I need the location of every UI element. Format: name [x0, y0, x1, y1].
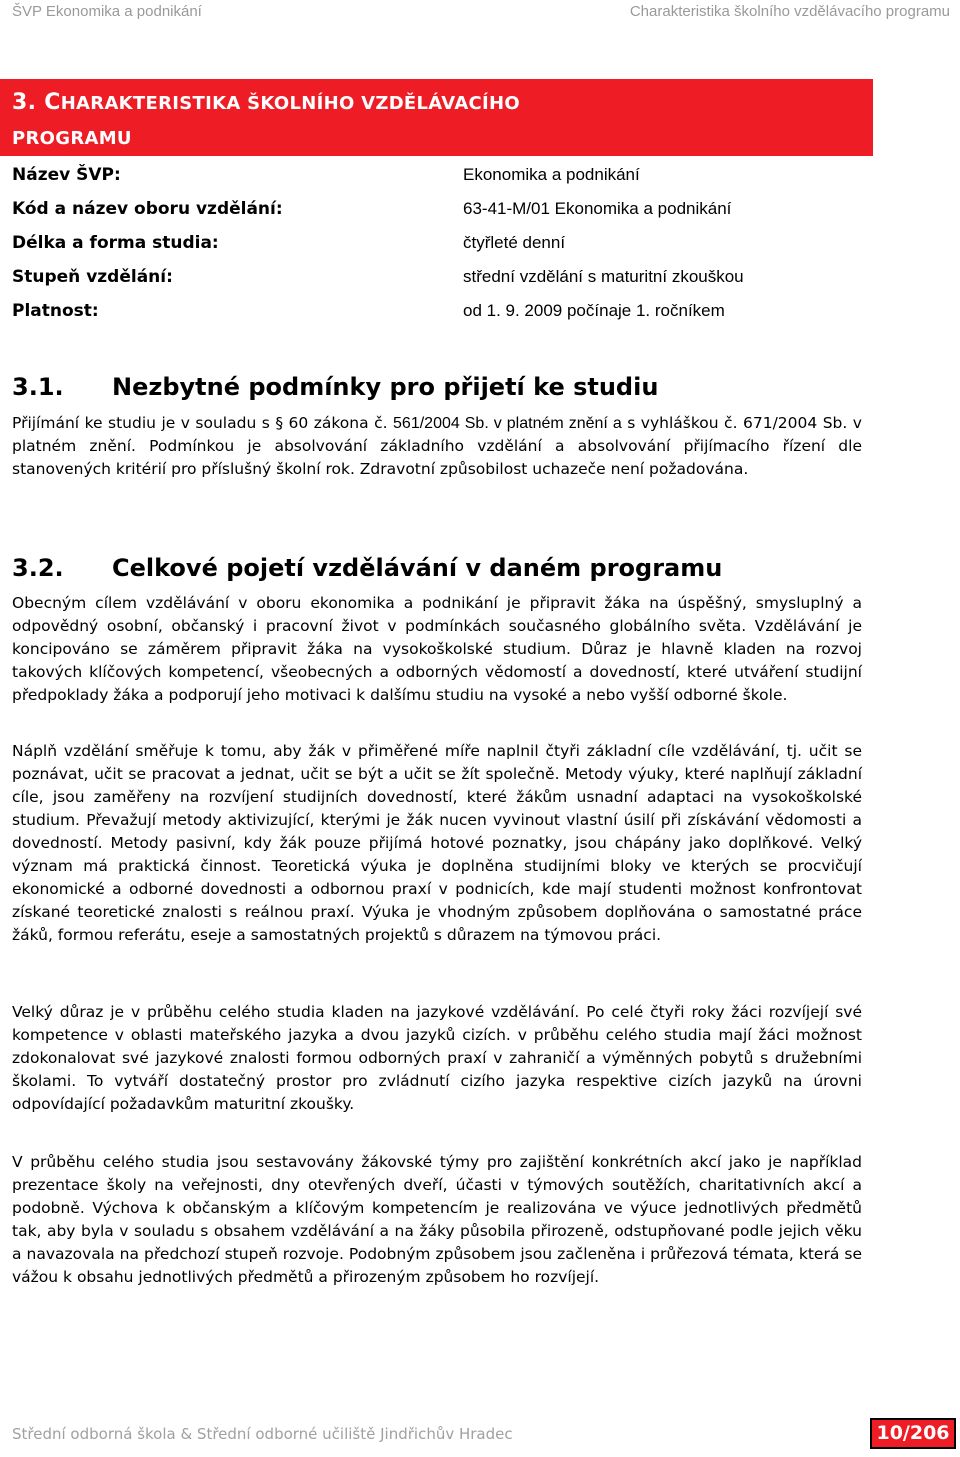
- body-paragraph: Velký důraz je v průběhu celého studia kladen na jazykové vzdělávání. Po celé čtyři roky žáci rozvíjejí své kompetence v oblasti mateřského jazyka a dvou jazyků cizích. v průběhu celého studia mají žáci možnost zdokonalovat své jazykové znalosti formou odborných praxí v zahraničí a výměnných pobytů s družebními školami. To vytváří dostatečný prostor pro zvládnutí cizího jazyka respektive cizích jazyků na úrovni odpovídající požadavkům maturitní zkoušky.: [12, 1003, 862, 1113]
- info-value: čtyřleté denní: [463, 233, 566, 252]
- section-number: 3.2.: [12, 554, 64, 582]
- info-value: 63-41-M/01 Ekonomika a podnikání: [463, 199, 732, 218]
- chapter-title-line2: PROGRAMU: [12, 128, 132, 149]
- info-row: [12, 232, 872, 266]
- program-info-table: [12, 164, 872, 334]
- info-label: Název ŠVP:: [12, 165, 121, 185]
- page-number-badge: 10/206: [870, 1418, 956, 1449]
- text-run: Podmínkou je absolvování základního vzdělání a absolvování přijímacího řízení dle stanovených kritérií pro příslušný školní rok. Zdravotní způsobilost uchazeče není požadována.: [12, 437, 862, 478]
- body-paragraph: Obecným cílem vzdělávání v oboru ekonomika a podnikání je připravit žáka na úspěšný, smysluplný a odpovědný osobní, občanský i pracovní život v podmínkách současného globálního světa. Vzdělávání je koncipováno se záměrem připravit žáka na vysokoškolské studium. Důraz je hlavně kladen na rozvoj takových klíčových kompetencí, všeobecných a odborných vědomostí a dovedností, které utváření studijní předpoklady žáka a podporují jeho motivaci k dalšímu studiu na vysoké a nebo vyšší odborné škole.: [12, 594, 862, 704]
- info-row: [12, 300, 872, 334]
- info-label: Kód a název oboru vzdělání:: [12, 199, 283, 219]
- chapter-title: [12, 86, 862, 156]
- section-sign: §: [275, 414, 284, 432]
- text-run: 60 zákona č.: [288, 414, 388, 432]
- header-chapter-title: Charakteristika školního vzdělávacího programu: [629, 3, 950, 20]
- info-row: [12, 198, 872, 232]
- info-value: Ekonomika a podnikání: [463, 165, 640, 184]
- section-heading-3-2: [12, 553, 912, 583]
- section-title: Nezbytné podmínky pro přijetí ke studiu: [112, 373, 659, 401]
- info-row: [12, 266, 872, 300]
- info-label: Stupeň vzdělání:: [12, 267, 173, 287]
- text-run: 561/2004 Sb. v platném znění a: [393, 415, 622, 432]
- admission-paragraph: [12, 412, 862, 481]
- info-label: Délka a forma studia:: [12, 233, 219, 253]
- info-value: od 1. 9. 2009 počínaje 1. ročníkem: [463, 301, 725, 320]
- section-number: 3.1.: [12, 373, 64, 401]
- body-paragraph: Náplň vzdělání směřuje k tomu, aby žák v přiměřené míře naplnil čtyři základní cíle vzdělávání, tj. učit se poznávat, učit se pracovat a jednat, učit se být a učit se žít společně. Metody výuky, které naplňují základní cíle, jsou zaměřeny na rozvíjení studijních dovedností, které žákům usnadní adaptaci na vysokoškolské studium. Převažují metody aktivizující, kterými je žák nucen vyvinout vlastní úsilí při získávání vědomosti a dovedností. Metody pasivní, kdy žák pouze přijímá hotové poznatky, jsou chápány jako doplňkové. Velký význam má praktická činnost. Teoretická výuka je doplněna studijními bloky ve kterých se procvičují ekonomické a odborné dovednosti a odbornou praxí v podnicích, kde mají studenti možnost konfrontovat získané teoretické znalosti s reálnou praxí. Výuka je vhodným způsobem doplňována o samostatné práce žáků, formou referátu, eseje a samostatných projektů s důrazem na týmovou práci.: [12, 742, 862, 944]
- info-value: střední vzdělání s maturitní zkouškou: [463, 267, 744, 286]
- body-paragraph: V průběhu celého studia jsou sestavovány žákovské týmy pro zajištění konkrétních akcí jako je například prezentace školy na veřejnosti, dny otevřených dveří, účasti v týmových soutěžích, charitativních akcí a podobně. Výchova k občanským a klíčovým kompetencím je realizována ve výuce jednotlivých předmětů tak, aby byla v souladu s obsahem vzdělávání a na žáky působila přirozeně, odstupňované podle jejich věku a navazovala na předchozí stupeň rozvoje. Podobným způsobem jsou začleněna i průřezová témata, která se vážou k obsahu jednotlivých předmětů a přirozeným způsobem ho rozvíjejí.: [12, 1153, 862, 1286]
- section-heading-3-1: [12, 372, 912, 402]
- running-header: [0, 0, 960, 24]
- text-run: s vyhláškou č. 671/2004 Sb. v platném znění.: [12, 414, 862, 455]
- text-run: Přijímání ke studiu je v souladu s: [12, 414, 270, 432]
- section-title: Celkové pojetí vzdělávání v daném programu: [112, 554, 723, 582]
- chapter-number: 3.: [12, 90, 37, 115]
- chapter-title-rest: HARAKTERISTIKA ŠKOLNÍHO VZDĚLÁVACÍHO: [60, 93, 521, 114]
- footer-school-name: Střední odborná škola & Střední odborné učiliště Jindřichův Hradec: [12, 1425, 513, 1443]
- info-row: [12, 164, 872, 198]
- chapter-title-initial: C: [44, 90, 61, 115]
- header-document-title: ŠVP Ekonomika a podnikání: [12, 3, 202, 20]
- info-label: Platnost:: [12, 301, 99, 321]
